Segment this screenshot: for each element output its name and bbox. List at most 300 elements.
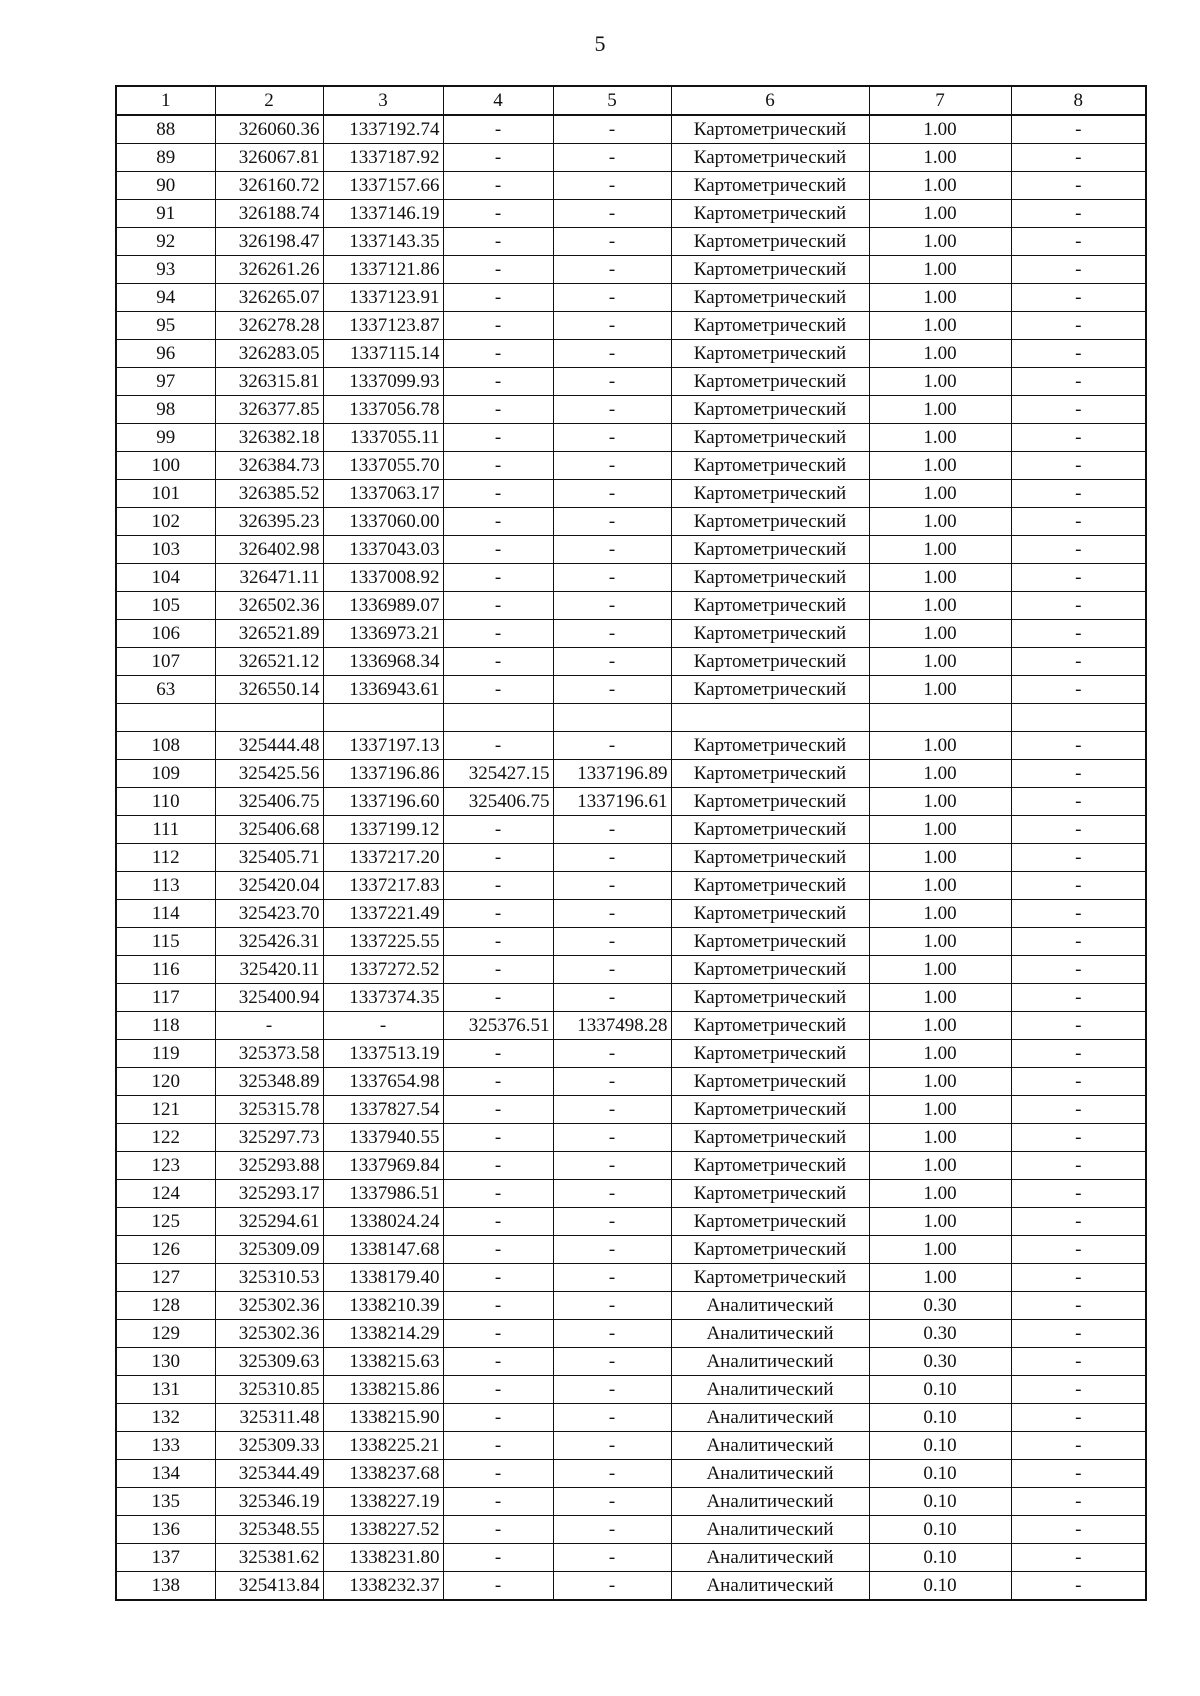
- table-cell: -: [1011, 676, 1146, 704]
- table-row: [116, 1180, 1146, 1208]
- table-cell: 1338215.86: [323, 1376, 443, 1404]
- table-cell: 1337498.28: [553, 1012, 671, 1040]
- column-header: 7: [869, 86, 1011, 115]
- table-row: [116, 396, 1146, 424]
- table-cell: -: [1011, 1544, 1146, 1572]
- table-cell: -: [553, 1432, 671, 1460]
- table-cell: 1338024.24: [323, 1208, 443, 1236]
- table-row: [116, 816, 1146, 844]
- table-cell: -: [443, 480, 553, 508]
- table-row: [116, 676, 1146, 704]
- table-row: [116, 844, 1146, 872]
- table-cell: 1338231.80: [323, 1544, 443, 1572]
- table-cell: Аналитический: [671, 1404, 869, 1432]
- table-cell: -: [553, 592, 671, 620]
- table-row: [116, 1068, 1146, 1096]
- table-cell: 326395.23: [215, 508, 323, 536]
- table-cell: 0.10: [869, 1544, 1011, 1572]
- table-cell: 325346.19: [215, 1488, 323, 1516]
- table-cell: 134: [116, 1460, 215, 1488]
- table-row: [116, 1152, 1146, 1180]
- column-header: 6: [671, 86, 869, 115]
- table-cell: 92: [116, 228, 215, 256]
- table-cell: 1337217.83: [323, 872, 443, 900]
- table-cell: 108: [116, 732, 215, 760]
- table-cell: -: [553, 340, 671, 368]
- table-cell: -: [1011, 928, 1146, 956]
- table-cell: 325381.62: [215, 1544, 323, 1572]
- table-cell: 115: [116, 928, 215, 956]
- table-cell: -: [443, 1460, 553, 1488]
- table-cell: Картометрический: [671, 115, 869, 144]
- table-cell: -: [1011, 1572, 1146, 1601]
- table-body: [116, 115, 1146, 1600]
- table-cell: -: [553, 424, 671, 452]
- table-cell: 1337827.54: [323, 1096, 443, 1124]
- table-cell: 135: [116, 1488, 215, 1516]
- table-cell: -: [1011, 1432, 1146, 1460]
- table-cell: 129: [116, 1320, 215, 1348]
- table-cell: 1337055.11: [323, 424, 443, 452]
- table-row: [116, 340, 1146, 368]
- table-cell: 1337123.87: [323, 312, 443, 340]
- table-cell: 1.00: [869, 788, 1011, 816]
- table-cell: Аналитический: [671, 1460, 869, 1488]
- table-cell: 1338215.90: [323, 1404, 443, 1432]
- table-cell: -: [443, 312, 553, 340]
- table-cell: -: [553, 1236, 671, 1264]
- table-cell: -: [443, 1488, 553, 1516]
- table-cell: -: [553, 312, 671, 340]
- table-cell: 93: [116, 256, 215, 284]
- table-cell: -: [1011, 1012, 1146, 1040]
- table-cell: -: [553, 1068, 671, 1096]
- table-cell: 1337192.74: [323, 115, 443, 144]
- table-cell: -: [443, 1320, 553, 1348]
- table-cell: 96: [116, 340, 215, 368]
- table-cell: -: [443, 984, 553, 1012]
- table-cell: 1336989.07: [323, 592, 443, 620]
- table-cell: -: [443, 144, 553, 172]
- table-cell: -: [443, 1040, 553, 1068]
- table-cell: 130: [116, 1348, 215, 1376]
- table-cell: 1337187.92: [323, 144, 443, 172]
- table-cell: -: [443, 340, 553, 368]
- table-cell: 1.00: [869, 1068, 1011, 1096]
- table-cell: 1.00: [869, 592, 1011, 620]
- table-cell: Картометрический: [671, 480, 869, 508]
- table-cell: 326471.11: [215, 564, 323, 592]
- table-cell: 325294.61: [215, 1208, 323, 1236]
- table-cell: 1337123.91: [323, 284, 443, 312]
- table-cell: -: [553, 816, 671, 844]
- table-cell: -: [1011, 1096, 1146, 1124]
- table-cell: 0.10: [869, 1376, 1011, 1404]
- table-row: [116, 480, 1146, 508]
- table-cell: Аналитический: [671, 1376, 869, 1404]
- table-row: [116, 368, 1146, 396]
- table-cell: -: [443, 1236, 553, 1264]
- table-row: [116, 564, 1146, 592]
- table-cell: 1.00: [869, 144, 1011, 172]
- table-cell: -: [553, 368, 671, 396]
- table-cell: 1337196.86: [323, 760, 443, 788]
- table-cell: Аналитический: [671, 1544, 869, 1572]
- table-cell: 116: [116, 956, 215, 984]
- column-header: 5: [553, 86, 671, 115]
- table-cell: [116, 704, 215, 732]
- table-cell: 325413.84: [215, 1572, 323, 1601]
- table-cell: 325297.73: [215, 1124, 323, 1152]
- table-cell: 124: [116, 1180, 215, 1208]
- table-cell: -: [1011, 340, 1146, 368]
- table-cell: 1.00: [869, 844, 1011, 872]
- table-cell: 1337654.98: [323, 1068, 443, 1096]
- table-cell: -: [1011, 228, 1146, 256]
- table-cell: -: [443, 1068, 553, 1096]
- table-cell: 326265.07: [215, 284, 323, 312]
- table-cell: -: [443, 732, 553, 760]
- table-cell: 1.00: [869, 956, 1011, 984]
- table-cell: 0.10: [869, 1460, 1011, 1488]
- table-cell: -: [443, 676, 553, 704]
- table-cell: Картометрический: [671, 620, 869, 648]
- table-cell: -: [443, 1516, 553, 1544]
- table-cell: 326067.81: [215, 144, 323, 172]
- table-cell: Картометрический: [671, 228, 869, 256]
- table-cell: 1.00: [869, 984, 1011, 1012]
- table-cell: 88: [116, 115, 215, 144]
- table-row: [116, 1124, 1146, 1152]
- table-cell: 1337056.78: [323, 396, 443, 424]
- table-cell: -: [553, 284, 671, 312]
- table-cell: -: [1011, 1516, 1146, 1544]
- table-cell: 325405.71: [215, 844, 323, 872]
- table-cell: Аналитический: [671, 1320, 869, 1348]
- table-cell: 326060.36: [215, 115, 323, 144]
- table-cell: 326402.98: [215, 536, 323, 564]
- table-cell: 99: [116, 424, 215, 452]
- table-cell: Картометрический: [671, 1124, 869, 1152]
- table-cell: 1.00: [869, 1040, 1011, 1068]
- table-cell: -: [443, 956, 553, 984]
- table-cell: -: [1011, 1404, 1146, 1432]
- table-cell: 325427.15: [443, 760, 553, 788]
- table-cell: -: [443, 452, 553, 480]
- table-cell: Картометрический: [671, 1180, 869, 1208]
- table-cell: 103: [116, 536, 215, 564]
- page-number: 5: [594, 31, 606, 56]
- table-cell: 138: [116, 1572, 215, 1601]
- table-cell: 0.30: [869, 1320, 1011, 1348]
- table-row: [116, 536, 1146, 564]
- table-cell: -: [1011, 368, 1146, 396]
- table-row: [116, 928, 1146, 956]
- table-cell: 101: [116, 480, 215, 508]
- table-cell: -: [553, 928, 671, 956]
- table-cell: -: [553, 1348, 671, 1376]
- table-cell: 326188.74: [215, 200, 323, 228]
- table-row: [116, 1544, 1146, 1572]
- table-cell: 325376.51: [443, 1012, 553, 1040]
- column-header: 2: [215, 86, 323, 115]
- table-cell: 326521.12: [215, 648, 323, 676]
- table-cell: -: [1011, 1376, 1146, 1404]
- table-cell: 113: [116, 872, 215, 900]
- table-cell: -: [443, 1404, 553, 1432]
- table-cell: -: [1011, 480, 1146, 508]
- table-cell: Картометрический: [671, 732, 869, 760]
- table-cell: -: [443, 172, 553, 200]
- table-cell: 94: [116, 284, 215, 312]
- table-cell: 117: [116, 984, 215, 1012]
- table-cell: 1.00: [869, 732, 1011, 760]
- table-cell: Картометрический: [671, 816, 869, 844]
- table-cell: 325309.09: [215, 1236, 323, 1264]
- table-cell: -: [443, 1376, 553, 1404]
- table-cell: -: [443, 1208, 553, 1236]
- table-cell: 1337055.70: [323, 452, 443, 480]
- table-cell: Картометрический: [671, 452, 869, 480]
- table-cell: -: [553, 564, 671, 592]
- table-cell: Картометрический: [671, 1040, 869, 1068]
- table-cell: 326278.28: [215, 312, 323, 340]
- table-cell: 326377.85: [215, 396, 323, 424]
- table-cell: -: [1011, 1124, 1146, 1152]
- table-cell: -: [443, 284, 553, 312]
- table-cell: -: [443, 536, 553, 564]
- table-cell: Картометрический: [671, 1096, 869, 1124]
- table-cell: 1337197.13: [323, 732, 443, 760]
- table-cell: -: [443, 1292, 553, 1320]
- table-cell: -: [443, 1096, 553, 1124]
- table-cell: 1.00: [869, 1012, 1011, 1040]
- table-cell: 1337157.66: [323, 172, 443, 200]
- table-cell: 1336973.21: [323, 620, 443, 648]
- table-row: [116, 1236, 1146, 1264]
- table-cell: 326385.52: [215, 480, 323, 508]
- table-cell: 1337513.19: [323, 1040, 443, 1068]
- table-cell: 1337115.14: [323, 340, 443, 368]
- table-cell: 326198.47: [215, 228, 323, 256]
- table-cell: 325344.49: [215, 1460, 323, 1488]
- column-header: 8: [1011, 86, 1146, 115]
- table-cell: -: [553, 480, 671, 508]
- table-separator-row: [116, 704, 1146, 732]
- table-cell: 326315.81: [215, 368, 323, 396]
- table-cell: -: [443, 256, 553, 284]
- table-cell: Аналитический: [671, 1348, 869, 1376]
- table-cell: -: [1011, 760, 1146, 788]
- table-cell: Картометрический: [671, 1208, 869, 1236]
- table-row: [116, 872, 1146, 900]
- table-cell: 1337196.61: [553, 788, 671, 816]
- table-cell: -: [443, 115, 553, 144]
- table-cell: -: [1011, 1348, 1146, 1376]
- table-cell: 97: [116, 368, 215, 396]
- table-cell: -: [1011, 115, 1146, 144]
- table-cell: 0.10: [869, 1516, 1011, 1544]
- table-cell: 1337196.60: [323, 788, 443, 816]
- table-row: [116, 1432, 1146, 1460]
- table-cell: -: [443, 200, 553, 228]
- table-cell: 1337217.20: [323, 844, 443, 872]
- table-cell: 89: [116, 144, 215, 172]
- table-cell: 90: [116, 172, 215, 200]
- table-row: [116, 312, 1146, 340]
- table-cell: Аналитический: [671, 1516, 869, 1544]
- table-cell: 1.00: [869, 1152, 1011, 1180]
- table-cell: 325373.58: [215, 1040, 323, 1068]
- table-row: [116, 172, 1146, 200]
- table-cell: -: [553, 984, 671, 1012]
- coordinates-table: [115, 85, 1147, 1601]
- table-cell: 325423.70: [215, 900, 323, 928]
- table-cell: 325293.88: [215, 1152, 323, 1180]
- table-cell: -: [1011, 452, 1146, 480]
- table-cell: 326160.72: [215, 172, 323, 200]
- table-cell: -: [553, 1180, 671, 1208]
- table-cell: -: [553, 508, 671, 536]
- table-cell: 111: [116, 816, 215, 844]
- table-cell: 1338225.21: [323, 1432, 443, 1460]
- table-cell: -: [553, 1544, 671, 1572]
- table-row: [116, 984, 1146, 1012]
- table-row: [116, 1096, 1146, 1124]
- table-cell: -: [1011, 508, 1146, 536]
- table-cell: 109: [116, 760, 215, 788]
- table-cell: 63: [116, 676, 215, 704]
- table-cell: -: [553, 1404, 671, 1432]
- table-cell: -: [1011, 1488, 1146, 1516]
- table-cell: -: [443, 508, 553, 536]
- table-cell: -: [443, 1544, 553, 1572]
- table-cell: -: [1011, 312, 1146, 340]
- table-cell: -: [443, 1180, 553, 1208]
- table-row: [116, 1264, 1146, 1292]
- table-cell: 121: [116, 1096, 215, 1124]
- table-cell: -: [443, 816, 553, 844]
- table-cell: Картометрический: [671, 760, 869, 788]
- table-cell: Картометрический: [671, 900, 869, 928]
- table-cell: 1.00: [869, 312, 1011, 340]
- table-cell: -: [323, 1012, 443, 1040]
- table-cell: 100: [116, 452, 215, 480]
- table-cell: -: [443, 228, 553, 256]
- table-cell: -: [443, 620, 553, 648]
- table-cell: 325311.48: [215, 1404, 323, 1432]
- table-cell: 1338237.68: [323, 1460, 443, 1488]
- table-cell: 1338227.52: [323, 1516, 443, 1544]
- table-cell: 1.00: [869, 676, 1011, 704]
- table-cell: Картометрический: [671, 592, 869, 620]
- table-cell: 104: [116, 564, 215, 592]
- table-cell: 107: [116, 648, 215, 676]
- table-cell: Аналитический: [671, 1488, 869, 1516]
- table-cell: 137: [116, 1544, 215, 1572]
- table-cell: -: [1011, 1068, 1146, 1096]
- table-cell: Картометрический: [671, 368, 869, 396]
- table-cell: -: [1011, 1264, 1146, 1292]
- table-cell: 1337063.17: [323, 480, 443, 508]
- column-header: 3: [323, 86, 443, 115]
- table-cell: -: [1011, 1152, 1146, 1180]
- table-cell: Аналитический: [671, 1432, 869, 1460]
- table-cell: [443, 704, 553, 732]
- table-cell: 1.00: [869, 340, 1011, 368]
- table-cell: -: [553, 536, 671, 564]
- table-cell: -: [443, 1348, 553, 1376]
- table-cell: -: [215, 1012, 323, 1040]
- table-cell: -: [553, 396, 671, 424]
- table-cell: 1.00: [869, 480, 1011, 508]
- table-cell: -: [1011, 564, 1146, 592]
- table-cell: Картометрический: [671, 284, 869, 312]
- table-cell: 1.00: [869, 872, 1011, 900]
- table-cell: Картометрический: [671, 676, 869, 704]
- table-cell: 0.30: [869, 1348, 1011, 1376]
- table-row: [116, 788, 1146, 816]
- table-cell: -: [1011, 536, 1146, 564]
- table-cell: -: [553, 900, 671, 928]
- table-cell: Картометрический: [671, 396, 869, 424]
- table-row: [116, 1376, 1146, 1404]
- table-cell: 1.00: [869, 1180, 1011, 1208]
- table-cell: 0.10: [869, 1572, 1011, 1601]
- table-cell: 1337121.86: [323, 256, 443, 284]
- table-cell: Картометрический: [671, 256, 869, 284]
- table-cell: 1.00: [869, 564, 1011, 592]
- table-cell: -: [443, 1432, 553, 1460]
- table-cell: Картометрический: [671, 144, 869, 172]
- table-cell: -: [553, 956, 671, 984]
- table-row: [116, 1012, 1146, 1040]
- table-cell: Картометрический: [671, 984, 869, 1012]
- table-cell: [671, 704, 869, 732]
- table-cell: 123: [116, 1152, 215, 1180]
- table-cell: 1337146.19: [323, 200, 443, 228]
- table-cell: 1336968.34: [323, 648, 443, 676]
- table-cell: 1.00: [869, 1096, 1011, 1124]
- table-cell: [869, 704, 1011, 732]
- table-cell: -: [553, 1124, 671, 1152]
- table-cell: -: [1011, 396, 1146, 424]
- table-cell: 114: [116, 900, 215, 928]
- table-cell: 1338179.40: [323, 1264, 443, 1292]
- table-cell: 136: [116, 1516, 215, 1544]
- table-cell: -: [553, 1292, 671, 1320]
- table-cell: -: [1011, 956, 1146, 984]
- column-header: 4: [443, 86, 553, 115]
- table-cell: 0.10: [869, 1432, 1011, 1460]
- table-cell: 326261.26: [215, 256, 323, 284]
- table-row: [116, 760, 1146, 788]
- table-cell: Картометрический: [671, 508, 869, 536]
- table-cell: Картометрический: [671, 200, 869, 228]
- table-row: [116, 200, 1146, 228]
- table-cell: Картометрический: [671, 1264, 869, 1292]
- table-cell: 1.00: [869, 424, 1011, 452]
- table-cell: -: [443, 1264, 553, 1292]
- table-cell: 0.30: [869, 1292, 1011, 1320]
- table-cell: 1337374.35: [323, 984, 443, 1012]
- table-cell: 1.00: [869, 228, 1011, 256]
- table-cell: Картометрический: [671, 872, 869, 900]
- table-cell: Картометрический: [671, 1068, 869, 1096]
- table-cell: -: [553, 620, 671, 648]
- table-cell: 326502.36: [215, 592, 323, 620]
- table-cell: Картометрический: [671, 312, 869, 340]
